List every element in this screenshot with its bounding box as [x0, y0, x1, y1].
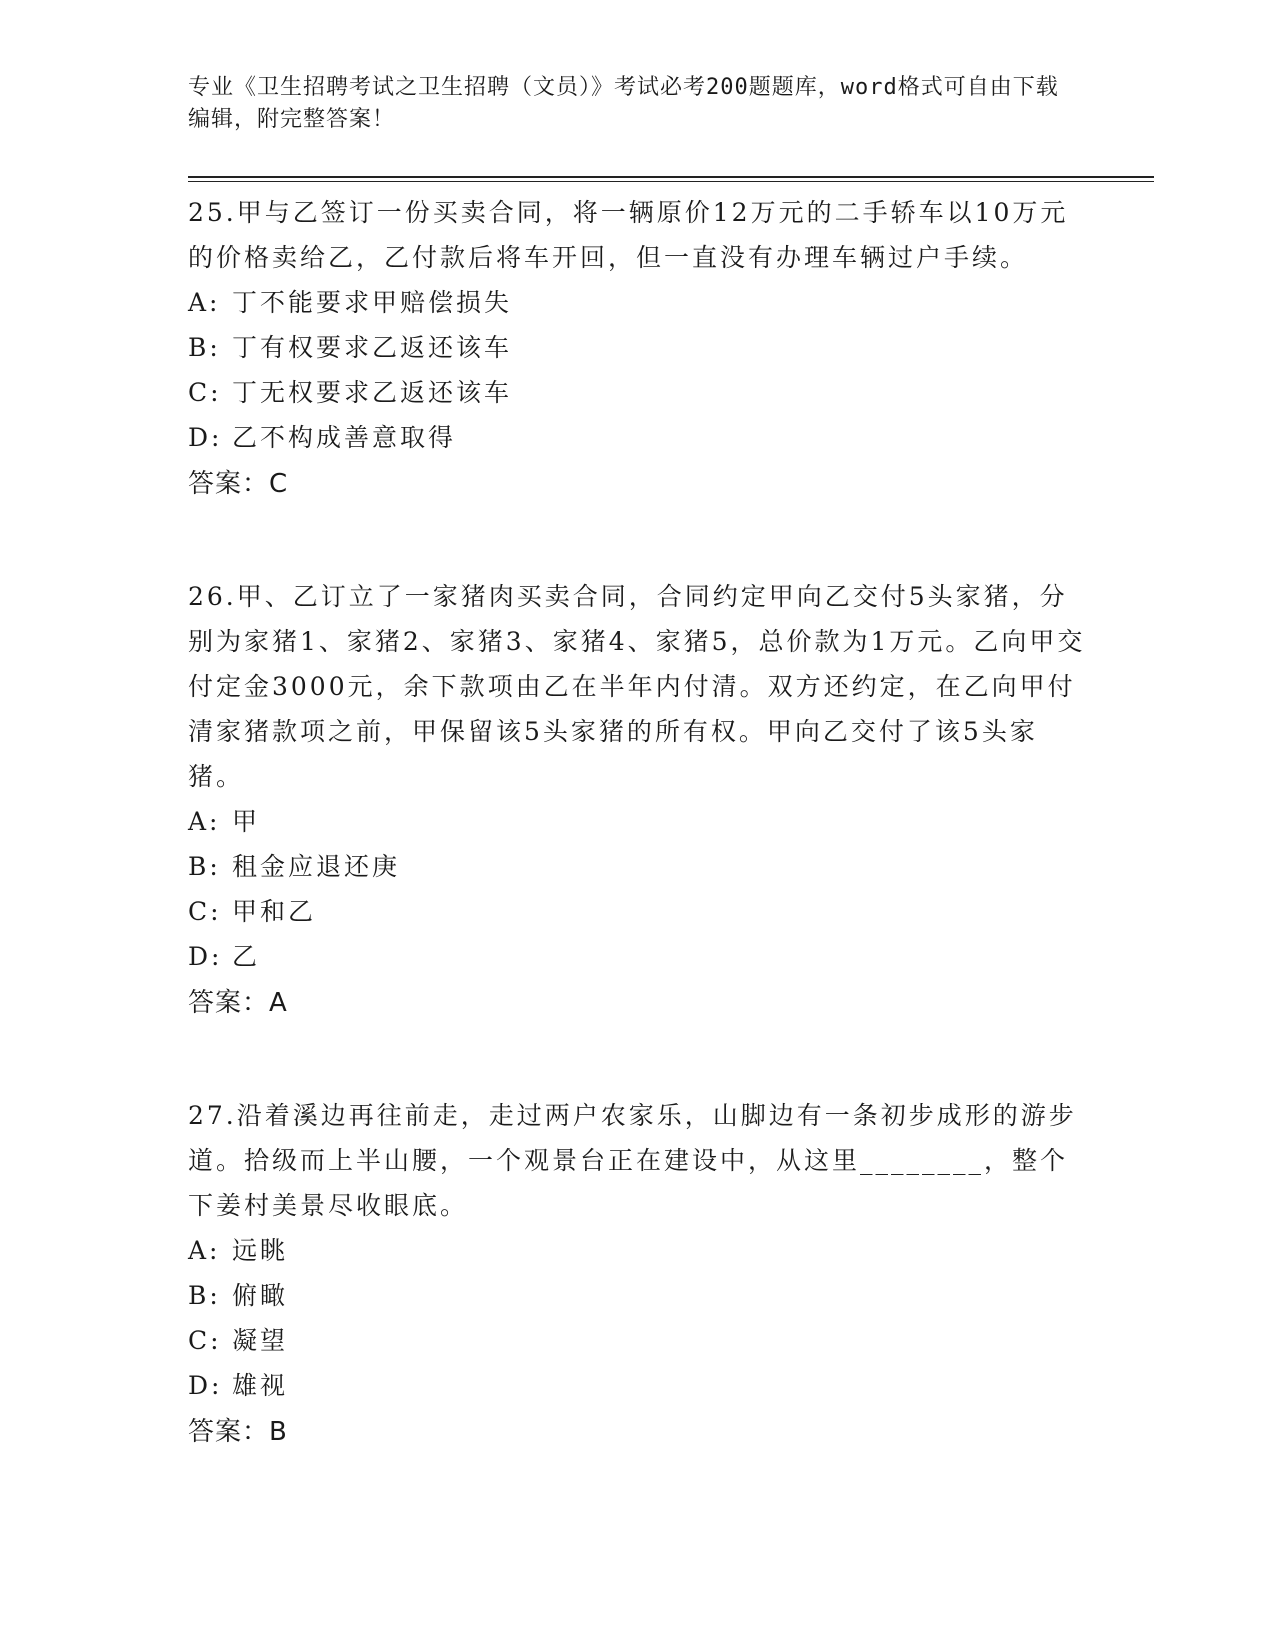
option-c [188, 370, 1088, 415]
option-letter: C: [188, 897, 222, 926]
option-text: 雄视 [232, 1371, 289, 1400]
option-letter: C: [188, 1326, 222, 1355]
question-25 [188, 190, 1088, 508]
option-d [188, 1363, 1088, 1408]
option-c [188, 889, 1088, 934]
option-text: 丁无权要求乙返还该车 [232, 378, 513, 407]
option-text: 甲和乙 [232, 897, 317, 926]
option-b [188, 1273, 1088, 1318]
option-text: 乙 [232, 942, 261, 971]
option-text: 乙不构成善意取得 [232, 423, 457, 452]
option-letter: A: [188, 1236, 221, 1265]
option-d [188, 934, 1088, 979]
option-letter: D: [188, 1371, 223, 1400]
answer-label: 答案： [188, 988, 270, 1018]
option-a [188, 1228, 1088, 1273]
answer [188, 460, 1088, 508]
answer-value: B [269, 1417, 288, 1447]
question-text: 26.甲、乙订立了一家猪肉买卖合同，合同约定甲向乙交付5头家猪，分别为家猪1、家猪2、家猪3、家猪4、家猪5，总价款为1万元。乙向甲交付定金3000元，余下款项由乙在半年内付清。双方还约定，在乙向甲付清家猪款项之前，甲保留该5头家猪的所有权。甲向乙交付了该5头家猪。 [188, 582, 1086, 791]
option-a [188, 799, 1088, 844]
question-26 [188, 574, 1088, 1027]
option-a [188, 280, 1088, 325]
question-text: 25.甲与乙签订一份买卖合同，将一辆原价12万元的二手轿车以10万元的价格卖给乙，乙付款后将车开回，但一直没有办理车辆过户手续。 [188, 198, 1069, 272]
option-letter: B: [188, 333, 221, 362]
option-letter: C: [188, 378, 222, 407]
answer-value: A [269, 988, 288, 1018]
option-text: 租金应退还庚 [232, 852, 401, 881]
question-list [188, 190, 1088, 1522]
option-text: 凝望 [232, 1326, 289, 1355]
option-letter: A: [188, 807, 221, 836]
answer-label: 答案： [188, 469, 270, 499]
header-rule-thin [188, 181, 1154, 182]
option-c [188, 1318, 1088, 1363]
option-letter: D: [188, 942, 223, 971]
answer [188, 1408, 1088, 1456]
option-letter: B: [188, 852, 221, 881]
option-text: 甲 [232, 807, 261, 836]
option-text: 丁不能要求甲赔偿损失 [232, 288, 513, 317]
document-header [188, 72, 1068, 136]
answer-value: C [269, 469, 289, 499]
option-d [188, 415, 1088, 460]
option-text: 丁有权要求乙返还该车 [232, 333, 513, 362]
answer [188, 979, 1088, 1027]
option-text: 远眺 [232, 1236, 289, 1265]
question-text: 27.沿着溪边再往前走，走过两户农家乐，山脚边有一条初步成形的游步道。拾级而上半山腰，一个观景台正在建设中，从这里________，整个下姜村美景尽收眼底。 [188, 1101, 1077, 1220]
header-rule-thick [188, 176, 1154, 178]
option-b [188, 325, 1088, 370]
header-text: 专业《卫生招聘考试之卫生招聘（文员）》考试必考200题题库，word格式可自由下载编辑，附完整答案！ [188, 75, 1059, 132]
answer-label: 答案： [188, 1417, 270, 1447]
option-text: 俯瞰 [232, 1281, 289, 1310]
question-27 [188, 1093, 1088, 1456]
option-letter: B: [188, 1281, 221, 1310]
option-letter: A: [188, 288, 221, 317]
option-b [188, 844, 1088, 889]
option-letter: D: [188, 423, 223, 452]
